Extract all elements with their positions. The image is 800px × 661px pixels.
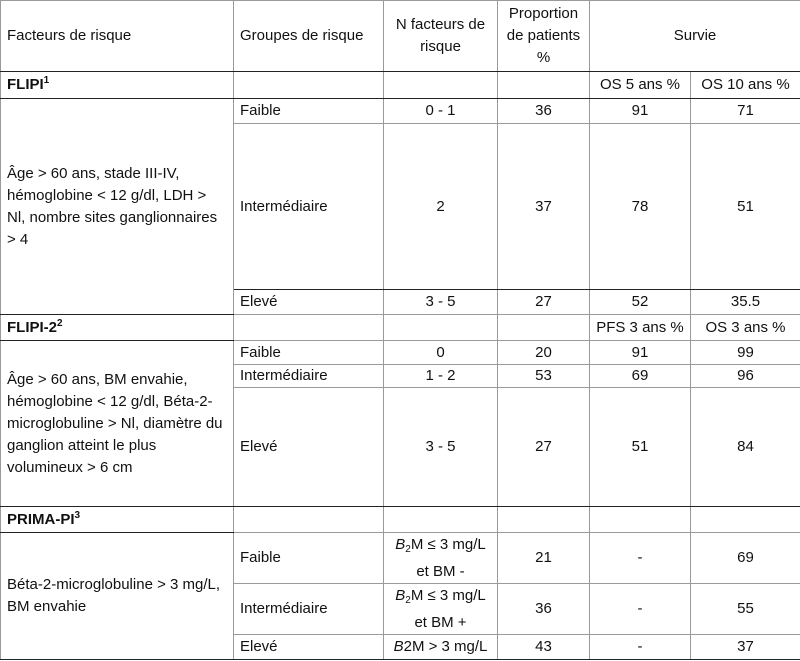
footnote-ref: 3 — [74, 509, 81, 521]
header-row — [1, 1, 800, 72]
table-row: Intermédiaire 2 37 78 51 — [1, 124, 800, 290]
section-row-prima-pi — [1, 507, 800, 533]
section-title-prima-pi: PRIMA-$PI^3$ — [1, 507, 234, 533]
table-row: Elevé 3 - 5 27 51 84 — [1, 388, 800, 507]
table-row: Intermédiaire $B_2M \le 3$ mg/L et BM + 36 - 55 — [1, 584, 800, 635]
table-row: Béta-2-microglobuline > 3 mg/L, BM envahie Faible $B_2M \le 3$ mg/L et BM - 21 - 69 — [1, 533, 800, 584]
footnote-ref: 1 — [43, 75, 50, 86]
table-row: Intermédiaire 1 - 2 53 69 96 — [1, 365, 800, 388]
beta2m-criterion: $B_2M \le 3$ mg/L et BM + — [384, 584, 498, 635]
beta2m-criterion: B2M > 3 mg/L — [384, 635, 498, 660]
header-groupes: Groupes de risque — [234, 1, 384, 72]
header-survie: Survie — [590, 1, 800, 72]
risk-factors-text: Béta-2-microglobuline > 3 mg/L, BM envahie — [1, 533, 234, 660]
footnote-ref: 2 — [57, 317, 63, 329]
survival-label-2: OS 10 ans % — [691, 72, 800, 99]
header-facteurs: Facteurs de risque — [1, 1, 234, 72]
risk-factors-text: Âge > 60 ans, stade III-IV, hémoglobine < 12 g/dl, LDH > Nl, nombre sites ganglionnaires > 4 — [1, 99, 234, 315]
survival-label-1: OS 5 ans % — [590, 72, 691, 99]
section-title-flipi: FLIPI$^1$ — [1, 72, 234, 99]
risk-factors-text: Âge > 60 ans, BM envahie, hémoglobine < 12 g/dl, Béta-2-microglobuline > Nl, diamètre du ganglion atteint le plus volumineux > 6 cm — [1, 341, 234, 507]
table-row: Âge > 60 ans, stade III-IV, hémoglobine < 12 g/dl, LDH > Nl, nombre sites ganglionnaires > 4 Faible 0 - 1 36 91 71 — [1, 99, 800, 124]
header-n-facteurs: N facteurs de risque — [384, 1, 498, 72]
survival-label-2: OS 3 ans % — [691, 315, 800, 341]
table-row: Elevé B2M > 3 mg/L 43 - 37 — [1, 635, 800, 660]
table-row: Elevé 3 - 5 27 52 35.5 — [1, 290, 800, 315]
beta2m-criterion: $B_2M \le 3$ mg/L et BM - — [384, 533, 498, 584]
header-proportion: Proportion de patients % — [498, 1, 590, 72]
section-row-flipi — [1, 72, 800, 99]
survival-label-1: PFS 3 ans % — [590, 315, 691, 341]
section-row-flipi-2 — [1, 315, 800, 341]
table-row: Âge > 60 ans, BM envahie, hémoglobine < 12 g/dl, Béta-2-microglobuline > Nl, diamètre du ganglion atteint le plus volumineux > 6 cm Faible 0 20 91 99 — [1, 341, 800, 365]
section-title-flipi-2: FLIPI-$2^2$ — [1, 315, 234, 341]
